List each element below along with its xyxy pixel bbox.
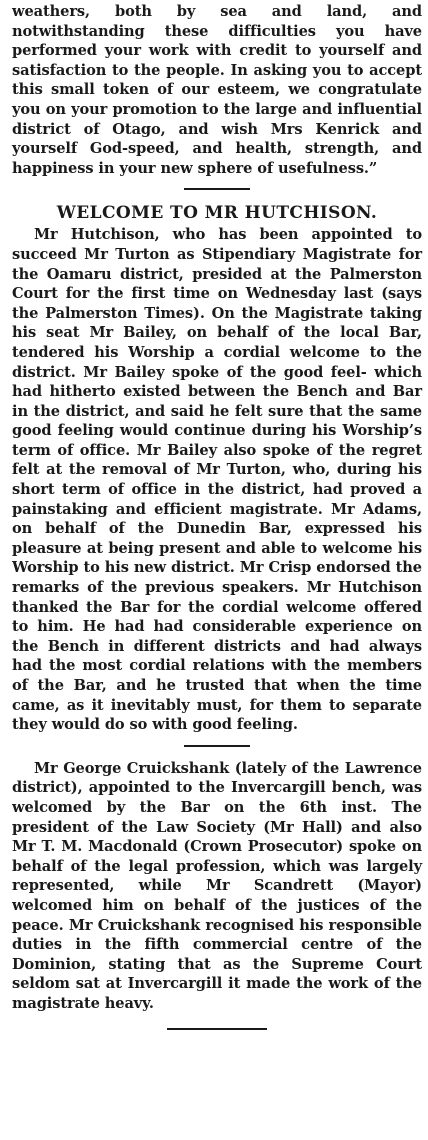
section-divider [184,745,250,747]
section-divider-bottom [167,1028,267,1030]
headline-welcome-hutchison: WELCOME TO MR HUTCHISON. [56,203,378,224]
article-continuation-text: weathers, both by sea and land, and notwithstanding these difficulties you have performed your work with credit to yourself and satisfaction to the people. In asking you to accept this small token of our esteem, we congratulate you on your promotion to the large and influential district of Otago, and wish Mrs Kenrick and yourself God-speed, and health, strength, and happiness in your new sphere of usefulness.” [12,3,422,177]
section-divider [184,188,250,190]
cruickshank-article-body: Mr George Cruickshank (lately of the Lawrence district), appointed to the Invercargill bench, was welcomed by the Bar on the 6th inst. The president of the Law Society (Mr Hall) and also Mr T. M. Macdonald (Crown Prosecutor) spoke on behalf of the legal profession, which was largely represented, while Mr Scandrett (Mayor) welcomed him on behalf of the justices of the peace. Mr Cruickshank recognised his responsible duties in the fifth commercial centre of the Dominion, stating that as the Supreme Court seldom sat at Invercargill it made the work of the magistrate heavy. [12,759,422,1012]
newspaper-column [12,0,422,1042]
hutchison-article-body: Mr Hutchison, who has been appointed to succeed Mr Turton as Stipendiary Magistrate for the Oamaru district, presided at the Palmerston Court for the first time on Wednesday last (says the Palmerston Times). On the Magistrate taking his seat Mr Bailey, on behalf of the local Bar, tendered his Worship a cordial welcome to the district. Mr Bailey spoke of the good feel- which had hitherto existed between the Bench and Bar in the district, and said he felt sure that the same good feeling would continue during his Worship’s term of office. Mr Bailey also spoke of the regret felt at the removal of Mr Turton, who, during his short term of office in the district, had proved a painstaking and efficient magistrate. Mr Adams, on behalf of the Dunedin Bar, expressed his pleasure at being present and able to welcome his Worship to his new district. Mr Crisp endorsed the remarks of the previous speakers. Mr Hutchison thanked the Bar for the cordial welcome offered to him. He had had considerable experience on the Bench in different districts and had always had the most cordial relations with the members of the Bar, and he trusted that when the time came, as it inevitably must, for them to separate they would do so with good feeling. [12,226,422,734]
